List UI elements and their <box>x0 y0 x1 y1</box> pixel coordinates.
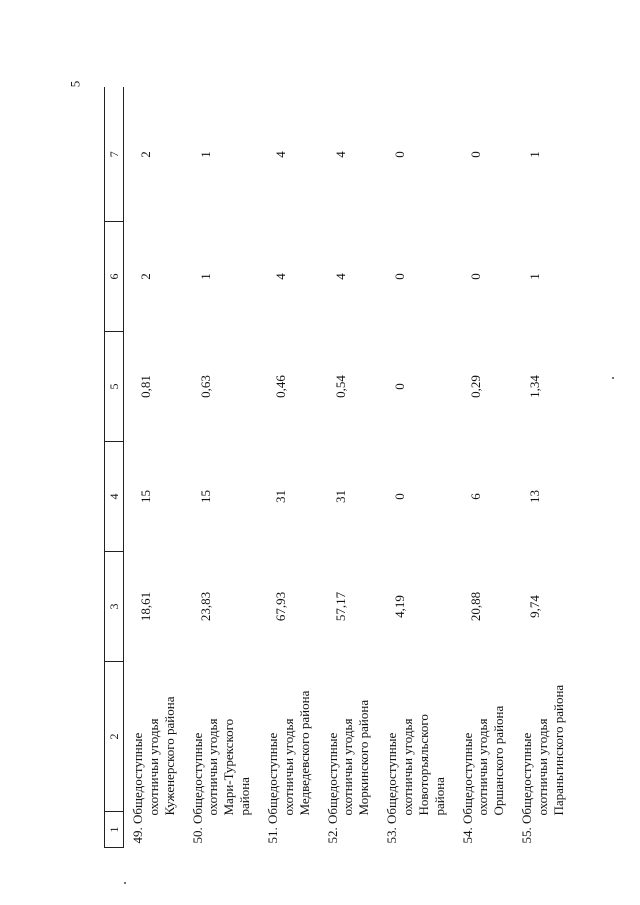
cell-c3: 23,83 <box>197 591 213 622</box>
cell-c4: 15 <box>138 490 153 503</box>
cell-c6: 1 <box>197 273 213 280</box>
row-name-line: Мари-Турекского <box>221 718 237 816</box>
table-row <box>513 88 573 848</box>
row-name-line: 50. Общедоступные <box>189 732 205 844</box>
column-header-2: 2 <box>105 662 124 812</box>
column-header-1: 1 <box>105 812 124 848</box>
row-name-line: района <box>431 777 447 816</box>
cell-c6: 0 <box>467 273 483 280</box>
cell-c6: 1 <box>527 273 543 280</box>
table-row <box>259 88 319 848</box>
column-header-3: 3 <box>105 552 124 662</box>
table-row <box>378 88 453 848</box>
cell-c6: 4 <box>273 273 289 280</box>
row-name-cell <box>378 662 453 848</box>
scan-speck <box>612 377 614 379</box>
row-name-cell <box>454 662 514 848</box>
row-name-line: 49. Общедоступные <box>130 732 145 844</box>
cell-c7: 1 <box>527 151 543 158</box>
row-name-cell <box>259 662 319 848</box>
cell-c4: 0 <box>392 493 408 500</box>
row-name-line: 55. Общедоступные <box>519 732 535 844</box>
column-header-5: 5 <box>105 332 124 442</box>
cell-c3: 67,93 <box>273 591 289 622</box>
header-row <box>105 88 124 848</box>
cell-c3: 9,74 <box>527 595 543 618</box>
row-name-line: 51. Общедоступные <box>265 732 281 844</box>
cell-c6: 2 <box>138 273 153 280</box>
row-name-line: 53. Общедоступные <box>384 732 400 844</box>
row-name-line: охотничьи угодья <box>340 718 356 816</box>
cell-c4: 13 <box>527 490 543 503</box>
row-name-line: охотничьи угодья <box>475 718 491 816</box>
row-name-cell <box>184 662 259 848</box>
cell-c3: 18,61 <box>138 591 153 622</box>
row-name-line: охотничьи угодья <box>400 718 416 816</box>
row-name-line: охотничьи угодья <box>145 718 161 816</box>
row-name-line: Куженерского района <box>161 696 177 816</box>
cell-c7: 0 <box>392 151 408 158</box>
cell-c5: 1,34 <box>527 375 543 398</box>
row-name-line: Медведевского района <box>296 690 312 816</box>
row-name-cell <box>124 662 184 848</box>
row-name-line: района <box>237 777 253 816</box>
row-name-line: Моркинского района <box>356 699 372 816</box>
row-name-line: охотничьи угодья <box>205 718 221 816</box>
cell-c7: 2 <box>138 151 153 158</box>
cell-c3: 4,19 <box>392 595 408 618</box>
column-header-4: 4 <box>105 442 124 552</box>
row-name-line: 54. Общедоступные <box>459 732 475 844</box>
table-row <box>319 88 379 848</box>
row-name-line: Новоторъяльского <box>415 714 431 816</box>
cell-c6: 0 <box>392 273 408 280</box>
cell-c4: 15 <box>197 490 213 503</box>
cell-c5: 0,81 <box>138 375 153 398</box>
cell-c7: 0 <box>467 151 483 158</box>
cell-c5: 0,46 <box>273 375 289 398</box>
cell-c4: 31 <box>273 490 289 503</box>
cell-c6: 4 <box>332 273 348 280</box>
column-header-6: 6 <box>105 222 124 332</box>
column-header-7: 7 <box>105 88 124 222</box>
cell-c4: 31 <box>332 490 348 503</box>
scan-speck <box>124 882 126 884</box>
row-name-cell <box>513 662 573 848</box>
cell-c5: 0 <box>392 383 408 390</box>
row-name-line: охотничьи угодья <box>535 718 551 816</box>
row-name-line: Оршанского района <box>491 705 507 816</box>
cell-c4: 6 <box>467 493 483 500</box>
cell-c3: 57,17 <box>332 591 348 622</box>
cell-c7: 1 <box>197 151 213 158</box>
page-number: 5 <box>67 80 83 88</box>
row-name-cell <box>319 662 379 848</box>
row-name-line: охотничьи угодья <box>280 718 296 816</box>
row-name-line: Параньгинского района <box>550 684 566 816</box>
cell-c5: 0,29 <box>467 375 483 398</box>
cell-c7: 4 <box>273 151 289 158</box>
hunting-grounds-table <box>104 88 573 849</box>
cell-c7: 4 <box>332 151 348 158</box>
cell-c3: 20,88 <box>467 591 483 622</box>
table-row <box>124 88 184 848</box>
rotated-table-container <box>104 88 584 848</box>
cell-c5: 0,63 <box>197 375 213 398</box>
table-row <box>184 88 259 848</box>
cell-c5: 0,54 <box>332 375 348 398</box>
row-name-line: 52. Общедоступные <box>324 732 340 844</box>
table-row <box>454 88 514 848</box>
